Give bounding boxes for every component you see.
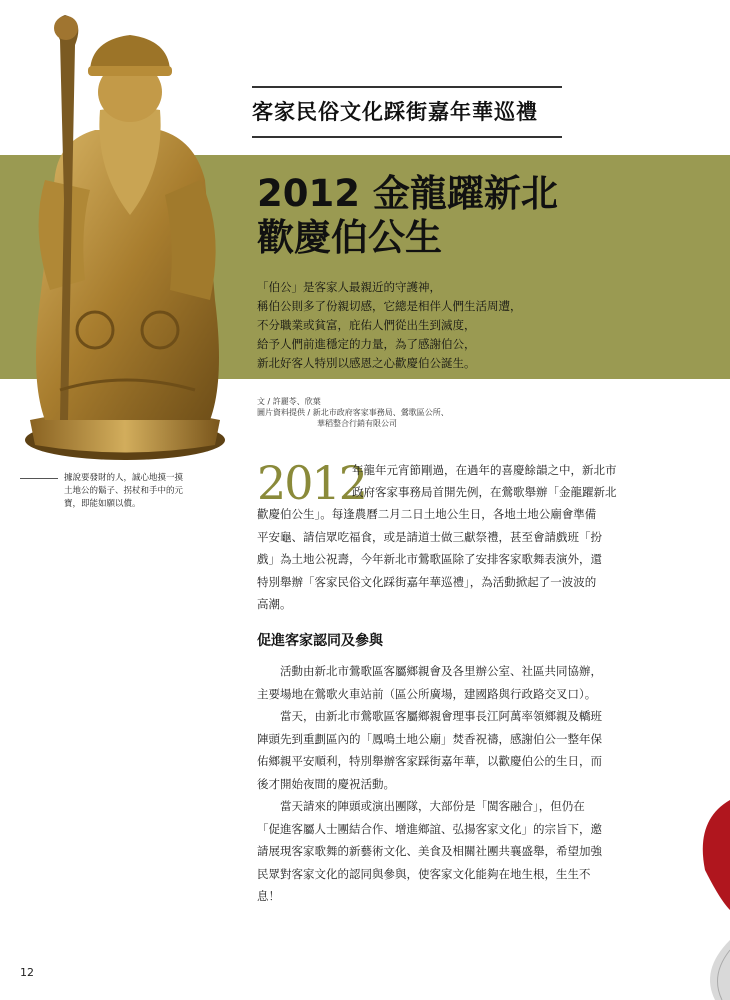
body-line: 活動由新北市鶯歌區客屬鄉親會及各里辦公室、社區共同協辦， <box>257 664 602 678</box>
credits-images-cont: 華稻整合行銷有限公司 <box>317 419 397 428</box>
body-line: 請展現客家歌舞的新藝術文化、美食及相關社團共襄盛舉，希望加強 <box>257 844 602 858</box>
body-line: 佑鄉親平安順利，特別舉辦客家踩街嘉年華，以歡慶伯公的生日，而 <box>257 754 602 768</box>
body-line: 息！ <box>257 889 280 903</box>
article-title <box>257 172 697 260</box>
intro-paragraph <box>257 278 557 373</box>
body-line: 當天，由新北市鶯歌區客屬鄉親會理事長江阿萬率領鄉親及轎班 <box>257 709 602 723</box>
body-line: 歡慶伯公生」。每逢農曆二月二日土地公生日，各地土地公廟會準備 <box>257 507 597 521</box>
first-paragraph <box>257 503 602 616</box>
body-line: 高潮。 <box>257 597 292 611</box>
page-number: 12 <box>20 966 34 979</box>
intro-line: 「伯公」是客家人最親近的守護神， <box>257 280 441 294</box>
first-paragraph-opening <box>352 459 617 503</box>
body-line: 平安龜、請信眾吃福食，或是請道士做三獻祭禮，甚至會請戲班「扮 <box>257 529 602 544</box>
image-caption <box>64 472 214 511</box>
intro-line: 不分職業或貧富，庇佑人們從出生到滅度， <box>257 318 476 332</box>
body-line: 「促進客屬人士團結合作、增進鄉誼、弘揚客家文化」的宗旨下，邀 <box>257 821 602 836</box>
section-title-rule-bottom <box>252 136 562 138</box>
caption-line: 據說要發財的人，誠心地摸一摸 <box>64 473 184 483</box>
section-title: 客家民俗文化踩街嘉年華巡禮 <box>252 100 538 124</box>
body-line: 民眾對客家文化的認同與參與，使客家文化能夠在地生根，生生不 <box>257 866 591 881</box>
red-ribbon-decoration <box>660 790 730 1000</box>
tudigong-statue-image <box>0 0 245 465</box>
caption-rule <box>20 478 58 479</box>
body-line: 戲」為土地公祝壽，今年新北市鶯歌區除了安排客家歌舞表演外，還 <box>257 552 602 566</box>
intro-line: 新北好客人特別以感恩之心歡慶伯公誕生。 <box>257 356 476 370</box>
section-title-rule-top <box>252 86 562 88</box>
body-line: 主要場地在鶯歌火車站前（區公所廣場，建國路與行政路交叉口）。 <box>257 686 597 701</box>
body-line: 當天請來的陣頭或演出團隊，大部份是「閩客融合」，但仍在 <box>257 799 585 813</box>
credits-author: 文 / 許麗苓、欣葉 <box>257 397 321 406</box>
intro-line: 稱伯公則多了份親切感，它總是相伴人們生活周遭， <box>257 299 522 313</box>
drop-cap-year: 2012 <box>257 456 367 510</box>
body-line: 特別舉辦「客家民俗文化踩街嘉年華巡禮」，為活動掀起了一波波的 <box>257 574 597 589</box>
body-paragraphs <box>257 660 602 908</box>
intro-line: 給予人們前進穩定的力量，為了感謝伯公， <box>257 337 476 351</box>
caption-line: 土地公的鬍子、拐杖和手中的元 <box>64 486 184 496</box>
body-line: 年龍年元宵節剛過，在過年的喜慶餘韻之中，新北市 <box>352 463 617 477</box>
credits <box>257 396 497 429</box>
body-line: 陣頭先到重劃區內的「鳳鳴土地公廟」焚香祝禱，感謝伯公一整年保 <box>257 731 602 746</box>
body-line: 後才開始夜間的慶祝活動。 <box>257 776 395 791</box>
caption-line: 寶，即能如願以償。 <box>64 499 141 509</box>
subheading: 促進客家認同及參與 <box>257 633 383 649</box>
article-title-line1: 2012 金龍躍新北 <box>257 172 558 215</box>
article-title-line2: 歡慶伯公生 <box>257 216 442 259</box>
body-line: 政府客家事務局首開先例，在鶯歌舉辦「金龍躍新北 <box>352 485 617 499</box>
credits-images: 圖片資料提供 / 新北市政府客家事務局、鶯歌區公所、 <box>257 408 449 417</box>
